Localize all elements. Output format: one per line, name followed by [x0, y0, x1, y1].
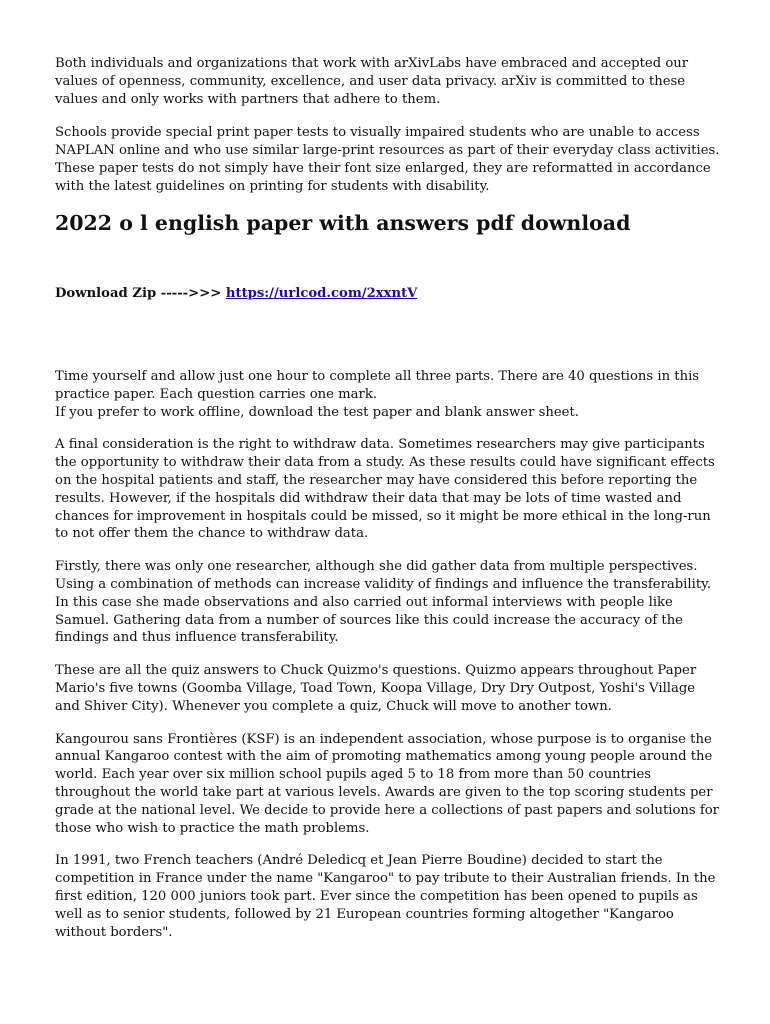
paragraph-researcher: Firstly, there was only one researcher, although she did gather data from multiple perspectives. Using a combination of methods can increase validity of findings and influence the transferability. In this case she made observations and also carried out informal interviews with people like Samuel. Gathering data from a number of sources like this could increase the accuracy of the findings and thus influence transferability.	[55, 559, 712, 646]
paragraph-practice-line2: If you prefer to work offline, download the test paper and blank answer sheet.	[55, 404, 579, 420]
paragraph-withdraw-data: A final consideration is the right to withdraw data. Sometimes researchers may give participants the opportunity to withdraw their data from a study. As these results could have significant effects on the hospital patients and staff, the researcher may have considered this before reporting the results. However, if the hospitals did withdraw their data that may be lots of time wasted and chances for improvement in hospitals could be missed, so it might be more ethical in the long-run to not offer them the chance to withdraw data.	[55, 437, 715, 542]
intro-paragraph-naplan: Schools provide special print paper tests to visually impaired students who are unable to access NAPLAN online and who use similar large-print resources as part of their everyday class activities. These paper tests do not simply have their font size enlarged, they are reformatted in accordance with the latest guidelines on printing for students with disability.	[55, 125, 720, 194]
page-title: 2022 o l english paper with answers pdf download	[55, 211, 631, 235]
download-link[interactable]: https://urlcod.com/2xxntV	[225, 286, 418, 301]
paragraph-kangourou: Kangourou sans Frontières (KSF) is an independent association, whose purpose is to organise the annual Kangaroo contest with the aim of promoting mathematics among young people around the world. Each year over six million school pupils aged 5 to 18 from more than 50 countries throughout the world take part at various levels. Awards are given to the top scoring students per grade at the national level. We decide to provide here a collections of past papers and solutions for those who wish to practice the math problems.	[55, 731, 719, 836]
download-label: Download Zip ----->>>	[55, 286, 226, 301]
paragraph-practice-paper	[55, 368, 723, 421]
paragraph-quizmo: These are all the quiz answers to Chuck Quizmo's questions. Quizmo appears throughout Paper Mario's five towns (Goomba Village, Toad Town, Koopa Village, Dry Dry Outpost, Yoshi's Village and Shiver City). Whenever you complete a quiz, Chuck will move to another town.	[55, 663, 697, 714]
download-line	[55, 285, 417, 303]
intro-paragraph-arxivlabs: Both individuals and organizations that work with arXivLabs have embraced and accepted our values of openness, community, excellence, and user data privacy. arXiv is committed to these values and only works with partners that adhere to them.	[55, 56, 689, 107]
paragraph-practice-line1: Time yourself and allow just one hour to complete all three parts. There are 40 questions in this practice paper. Each question carries one mark.	[55, 369, 700, 402]
article-body	[55, 368, 723, 956]
paragraph-history: In 1991, two French teachers (André Deledicq et Jean Pierre Boudine) decided to start the competition in France under the name "Kangaroo" to pay tribute to their Australian friends. In the first edition, 120 000 juniors took part. Ever since the competition has been opened to pupils as well as to senior students, followed by 21 European countries forming altogether "Kangaroo without borders".	[55, 853, 716, 940]
document-page	[55, 55, 723, 940]
